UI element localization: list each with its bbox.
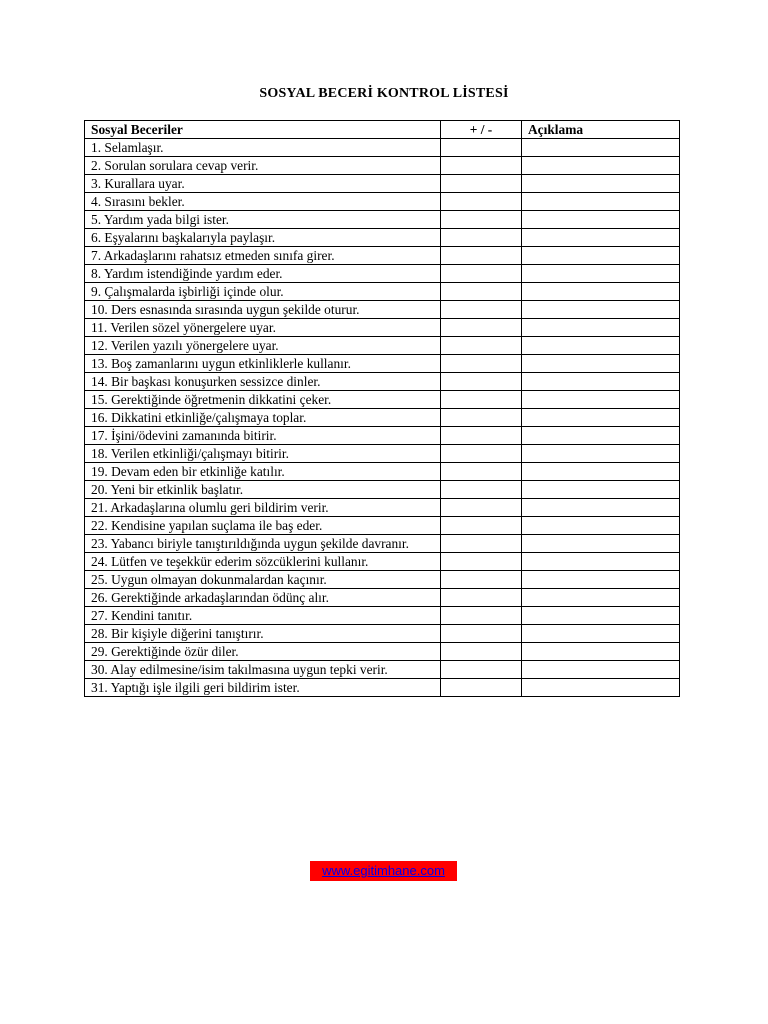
skill-cell: 24. Lütfen ve teşekkür ederim sözcüklerini kullanır. xyxy=(85,553,441,571)
table-row xyxy=(85,553,680,571)
skill-cell: 9. Çalışmalarda işbirliği içinde olur. xyxy=(85,283,441,301)
note-cell[interactable] xyxy=(522,553,680,571)
mark-cell[interactable] xyxy=(441,427,522,445)
note-cell[interactable] xyxy=(522,481,680,499)
mark-cell[interactable] xyxy=(441,409,522,427)
note-cell[interactable] xyxy=(522,265,680,283)
note-cell[interactable] xyxy=(522,535,680,553)
mark-cell[interactable] xyxy=(441,265,522,283)
table-row xyxy=(85,625,680,643)
note-cell[interactable] xyxy=(522,391,680,409)
note-cell[interactable] xyxy=(522,661,680,679)
mark-cell[interactable] xyxy=(441,247,522,265)
note-cell[interactable] xyxy=(522,409,680,427)
note-cell[interactable] xyxy=(522,157,680,175)
table-row xyxy=(85,463,680,481)
mark-cell[interactable] xyxy=(441,589,522,607)
skill-cell: 7. Arkadaşlarını rahatsız etmeden sınıfa girer. xyxy=(85,247,441,265)
note-cell[interactable] xyxy=(522,517,680,535)
skill-cell: 14. Bir başkası konuşurken sessizce dinler. xyxy=(85,373,441,391)
mark-cell[interactable] xyxy=(441,517,522,535)
table-row xyxy=(85,571,680,589)
mark-cell[interactable] xyxy=(441,535,522,553)
note-cell[interactable] xyxy=(522,355,680,373)
table-row xyxy=(85,211,680,229)
table-row xyxy=(85,337,680,355)
skill-cell: 31. Yaptığı işle ilgili geri bildirim ister. xyxy=(85,679,441,697)
note-cell[interactable] xyxy=(522,427,680,445)
mark-cell[interactable] xyxy=(441,571,522,589)
note-cell[interactable] xyxy=(522,625,680,643)
skill-cell: 18. Verilen etkinliği/çalışmayı bitirir. xyxy=(85,445,441,463)
mark-cell[interactable] xyxy=(441,679,522,697)
table-row xyxy=(85,445,680,463)
table-row xyxy=(85,409,680,427)
note-cell[interactable] xyxy=(522,607,680,625)
mark-cell[interactable] xyxy=(441,301,522,319)
note-cell[interactable] xyxy=(522,571,680,589)
table-row xyxy=(85,247,680,265)
skill-cell: 4. Sırasını bekler. xyxy=(85,193,441,211)
table-row xyxy=(85,643,680,661)
table-row xyxy=(85,373,680,391)
skill-cell: 2. Sorulan sorulara cevap verir. xyxy=(85,157,441,175)
mark-cell[interactable] xyxy=(441,373,522,391)
header-note: Açıklama xyxy=(522,121,680,139)
table-row xyxy=(85,157,680,175)
mark-cell[interactable] xyxy=(441,337,522,355)
skill-cell: 12. Verilen yazılı yönergelere uyar. xyxy=(85,337,441,355)
skill-cell: 26. Gerektiğinde arkadaşlarından ödünç alır. xyxy=(85,589,441,607)
mark-cell[interactable] xyxy=(441,319,522,337)
mark-cell[interactable] xyxy=(441,625,522,643)
note-cell[interactable] xyxy=(522,643,680,661)
note-cell[interactable] xyxy=(522,679,680,697)
mark-cell[interactable] xyxy=(441,607,522,625)
skill-cell: 28. Bir kişiyle diğerini tanıştırır. xyxy=(85,625,441,643)
skill-cell: 25. Uygun olmayan dokunmalardan kaçınır. xyxy=(85,571,441,589)
mark-cell[interactable] xyxy=(441,499,522,517)
table-row xyxy=(85,679,680,697)
note-cell[interactable] xyxy=(522,337,680,355)
table-row xyxy=(85,193,680,211)
note-cell[interactable] xyxy=(522,319,680,337)
note-cell[interactable] xyxy=(522,283,680,301)
skill-cell: 20. Yeni bir etkinlik başlatır. xyxy=(85,481,441,499)
table-row xyxy=(85,355,680,373)
skill-cell: 30. Alay edilmesine/isim takılmasına uygun tepki verir. xyxy=(85,661,441,679)
table-row xyxy=(85,607,680,625)
mark-cell[interactable] xyxy=(441,661,522,679)
table-row xyxy=(85,391,680,409)
mark-cell[interactable] xyxy=(441,175,522,193)
mark-cell[interactable] xyxy=(441,463,522,481)
skill-cell: 19. Devam eden bir etkinliğe katılır. xyxy=(85,463,441,481)
skill-cell: 29. Gerektiğinde özür diler. xyxy=(85,643,441,661)
mark-cell[interactable] xyxy=(441,139,522,157)
table-row xyxy=(85,175,680,193)
table-row xyxy=(85,535,680,553)
table-row xyxy=(85,517,680,535)
skills-checklist-table xyxy=(84,120,680,697)
skill-cell: 1. Selamlaşır. xyxy=(85,139,441,157)
note-cell[interactable] xyxy=(522,193,680,211)
note-cell[interactable] xyxy=(522,229,680,247)
document-title: SOSYAL BECERİ KONTROL LİSTESİ xyxy=(259,86,509,101)
mark-cell[interactable] xyxy=(441,157,522,175)
note-cell[interactable] xyxy=(522,373,680,391)
table-row xyxy=(85,229,680,247)
skill-cell: 13. Boş zamanlarını uygun etkinliklerle kullanır. xyxy=(85,355,441,373)
table-row xyxy=(85,319,680,337)
mark-cell[interactable] xyxy=(441,283,522,301)
note-cell[interactable] xyxy=(522,301,680,319)
table-row xyxy=(85,283,680,301)
note-cell[interactable] xyxy=(522,445,680,463)
note-cell[interactable] xyxy=(522,175,680,193)
skill-cell: 10. Ders esnasında sırasında uygun şekilde oturur. xyxy=(85,301,441,319)
table-row xyxy=(85,139,680,157)
note-cell[interactable] xyxy=(522,139,680,157)
mark-cell[interactable] xyxy=(441,229,522,247)
skill-cell: 15. Gerektiğinde öğretmenin dikkatini çeker. xyxy=(85,391,441,409)
header-skills: Sosyal Beceriler xyxy=(85,121,441,139)
mark-cell[interactable] xyxy=(441,643,522,661)
table-row xyxy=(85,589,680,607)
skill-cell: 16. Dikkatini etkinliğe/çalışmaya toplar. xyxy=(85,409,441,427)
skill-cell: 8. Yardım istendiğinde yardım eder. xyxy=(85,265,441,283)
skill-cell: 5. Yardım yada bilgi ister. xyxy=(85,211,441,229)
table-row xyxy=(85,661,680,679)
table-row xyxy=(85,301,680,319)
mark-cell[interactable] xyxy=(441,193,522,211)
note-cell[interactable] xyxy=(522,211,680,229)
header-mark: + / - xyxy=(441,121,522,139)
skill-cell: 17. İşini/ödevini zamanında bitirir. xyxy=(85,427,441,445)
footer-website-link[interactable]: www.egitimhane.com xyxy=(310,861,457,881)
table-row xyxy=(85,427,680,445)
skill-cell: 27. Kendini tanıtır. xyxy=(85,607,441,625)
mark-cell[interactable] xyxy=(441,355,522,373)
note-cell[interactable] xyxy=(522,589,680,607)
skill-cell: 11. Verilen sözel yönergelere uyar. xyxy=(85,319,441,337)
mark-cell[interactable] xyxy=(441,553,522,571)
note-cell[interactable] xyxy=(522,463,680,481)
skill-cell: 23. Yabancı biriyle tanıştırıldığında uygun şekilde davranır. xyxy=(85,535,441,553)
table-row xyxy=(85,499,680,517)
note-cell[interactable] xyxy=(522,247,680,265)
mark-cell[interactable] xyxy=(441,481,522,499)
mark-cell[interactable] xyxy=(441,445,522,463)
skill-cell: 3. Kurallara uyar. xyxy=(85,175,441,193)
skill-cell: 22. Kendisine yapılan suçlama ile baş eder. xyxy=(85,517,441,535)
table-header-row xyxy=(85,121,680,139)
skill-cell: 6. Eşyalarını başkalarıyla paylaşır. xyxy=(85,229,441,247)
table-row xyxy=(85,265,680,283)
mark-cell[interactable] xyxy=(441,211,522,229)
note-cell[interactable] xyxy=(522,499,680,517)
mark-cell[interactable] xyxy=(441,391,522,409)
table-row xyxy=(85,481,680,499)
skill-cell: 21. Arkadaşlarına olumlu geri bildirim verir. xyxy=(85,499,441,517)
